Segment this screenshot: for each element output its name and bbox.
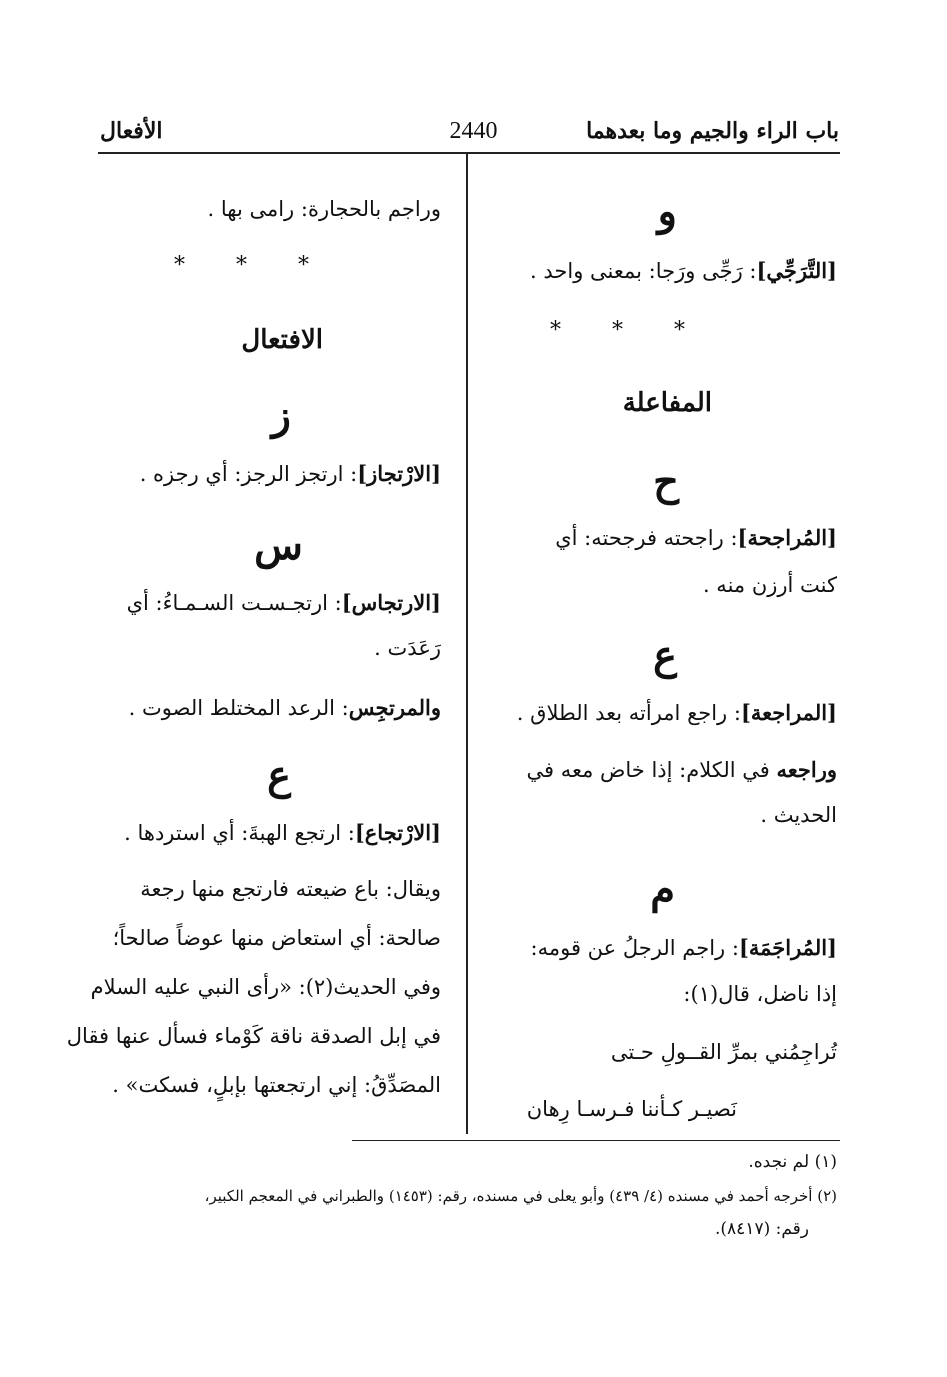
letter-heading-ain: ع (653, 632, 677, 679)
entry-headword: وراجعه (776, 757, 837, 782)
entry-text: : الرعد المختلط الصوت . (128, 696, 349, 720)
entry-text: : ارتجز الرجز: أي رجزه . (139, 462, 358, 486)
entry-continuation: كنت أرزن منه . (702, 573, 837, 597)
verse-line-1: تُراجِمُني بمرِّ القــولِ حـتى (610, 1040, 837, 1064)
entry-muraja (517, 700, 837, 725)
page-number: 2440 (449, 118, 498, 144)
entry-text: : راجع امرأته بعد الطلاق . (516, 701, 741, 725)
entry-text: : راجحته فرجحته: أي (555, 526, 738, 550)
section-separator: * * * (174, 253, 331, 278)
entry-text: : ارتجع الهبةَ: أي استردها . (124, 821, 355, 845)
letter-heading-ha: ح (653, 458, 679, 505)
footnote-rule (352, 1140, 840, 1141)
running-header-right: باب الراء والجيم وما بعدهما (586, 118, 839, 144)
running-header-left: الأفعال (100, 118, 163, 144)
entry-tarajji (530, 258, 837, 283)
entry-rajaahu (526, 757, 837, 782)
paragraph-line: في إبل الصدقة ناقة كَوْماء فسأل عنها فقال (66, 1024, 441, 1048)
letter-heading-mim: م (650, 866, 675, 913)
entry-headword: [التَّرَجِّي] (756, 258, 837, 283)
entry-headword: [المُراجحة] (737, 525, 837, 550)
entry-irtija (124, 820, 441, 845)
column-divider (466, 152, 468, 1134)
paragraph-line: المصَدِّقُ: إني ارتجعتها بإبلٍ، فسكت» . (112, 1073, 441, 1097)
section-title-mufaala: المفاعلة (622, 388, 712, 418)
entry-murajama (531, 935, 837, 960)
footnote-2: (٢) أخرجه أحمد في مسنده (٤/ ٤٣٩) وأبو يعلى في مسنده، رقم: (١٤٥٣) والطبراني في المعجم الكبير، (204, 1187, 837, 1205)
letter-heading-sin: س (254, 522, 303, 569)
entry-headword: [المراجعة] (740, 700, 837, 725)
paragraph-line: ويقال: باع ضيعته فارتجع منها رجعة (140, 877, 441, 901)
entry-headword: والمرتجِس (348, 695, 441, 720)
entry-headword: [الارْتجاع] (354, 820, 441, 845)
entry-continuation: إذا ناضل، قال(١): (683, 982, 837, 1006)
entry-headword: [المُراجَمَة] (738, 935, 837, 960)
entry-text: : ارتجـسـت السـمـاءُ: أي (126, 591, 342, 615)
entry-murtajis (129, 695, 441, 720)
entry-continuation: رَعَدَت . (374, 636, 441, 660)
section-separator: * * * (550, 318, 707, 343)
entry-irtijas (127, 590, 441, 615)
entry-text: في الكلام: إذا خاض معه في (526, 758, 777, 782)
footnote-1: (١) لم نجده. (748, 1152, 837, 1172)
left-column (66, 0, 451, 1377)
entry-continuation: الحديث . (760, 803, 837, 827)
entry-irtijaz (140, 461, 441, 486)
paragraph-line: صالحة: أي استعاض منها عوضاً صالحاً؛ (112, 926, 441, 950)
verse-line-2: نَصيـر كـأننا فـرسـا رِهان (526, 1097, 737, 1121)
paragraph-line: وفي الحديث(٢): «رأى النبي عليه السلام (90, 975, 441, 999)
entry-text: : رَجِّى ورَجا: بمعنى واحد . (530, 259, 757, 283)
entry-text: : راجم الرجلُ عن قومه: (530, 936, 739, 960)
entry-headword: [الارْتجاز] (357, 461, 441, 486)
letter-heading-waw: و (657, 188, 677, 235)
footnote-2-continuation: رقم: (٨٤١٧). (715, 1219, 809, 1239)
section-title-iftial: الافتعال (241, 325, 323, 355)
letter-heading-ain: ع (267, 752, 291, 799)
entry-murajaha (497, 525, 837, 550)
letter-heading-za: ز (271, 392, 291, 439)
entry-headword: [الارتجاس] (341, 590, 441, 615)
entry-rajam-hijara: وراجم بالحجارة: رامى بها . (207, 197, 441, 221)
